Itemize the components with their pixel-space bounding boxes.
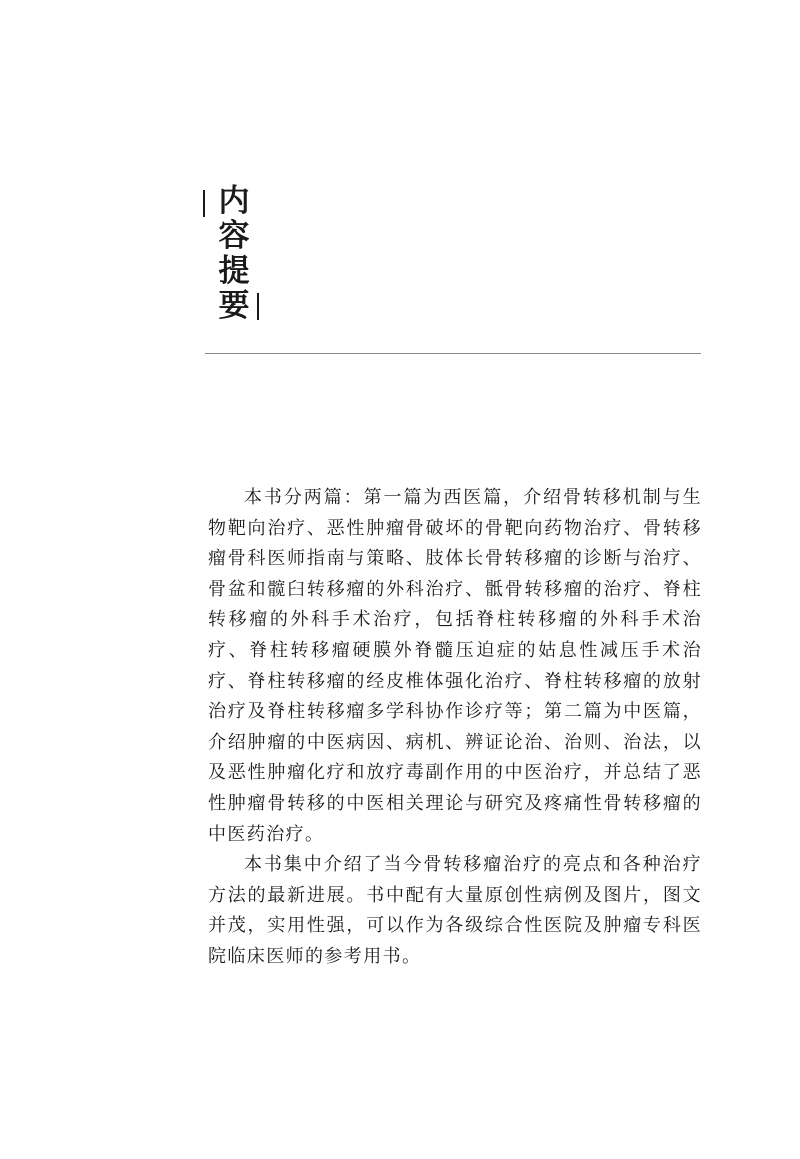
title-left-bar [203, 190, 205, 217]
section-title [217, 184, 251, 324]
title-char-3: 提 [218, 253, 250, 289]
summary-paragraph-1: 本书分两篇：第一篇为西医篇，介绍骨转移机制与生物靶向治疗、恶性肿瘤骨破坏的骨靶向药物治疗、骨转移瘤骨科医师指南与策略、肢体长骨转移瘤的诊断与治疗、骨盆和髋臼转移瘤的外科治疗、骶骨转移瘤的治疗、脊柱转移瘤的外科手术治疗，包括脊柱转移瘤的外科手术治疗、脊柱转移瘤硬膜外脊髓压迫症的姑息性减压手术治疗、脊柱转移瘤的经皮椎体强化治疗、脊柱转移瘤的放射治疗及脊柱转移瘤多学科协作诊疗等；第二篇为中医篇，介绍肿瘤的中医病因、病机、辨证论治、治则、治法，以及恶性肿瘤化疗和放疗毒副作用的中医治疗，并总结了恶性肿瘤骨转移的中医相关理论与研究及疼痛性骨转移瘤的中医药治疗。 [208, 487, 702, 845]
title-right-bar [257, 293, 259, 320]
section-title-block [203, 184, 273, 324]
summary-body [208, 483, 702, 973]
title-char-2: 容 [218, 218, 250, 254]
title-char-4: 要 [218, 288, 250, 324]
summary-paragraph-2: 本书集中介绍了当今骨转移瘤治疗的亮点和各种治疗方法的最新进展。书中配有大量原创性病例及图片，图文并茂，实用性强，可以作为各级综合性医院及肿瘤专科医院临床医师的参考用书。 [208, 854, 702, 967]
title-char-1: 内 [218, 183, 250, 219]
horizontal-divider [205, 353, 701, 354]
